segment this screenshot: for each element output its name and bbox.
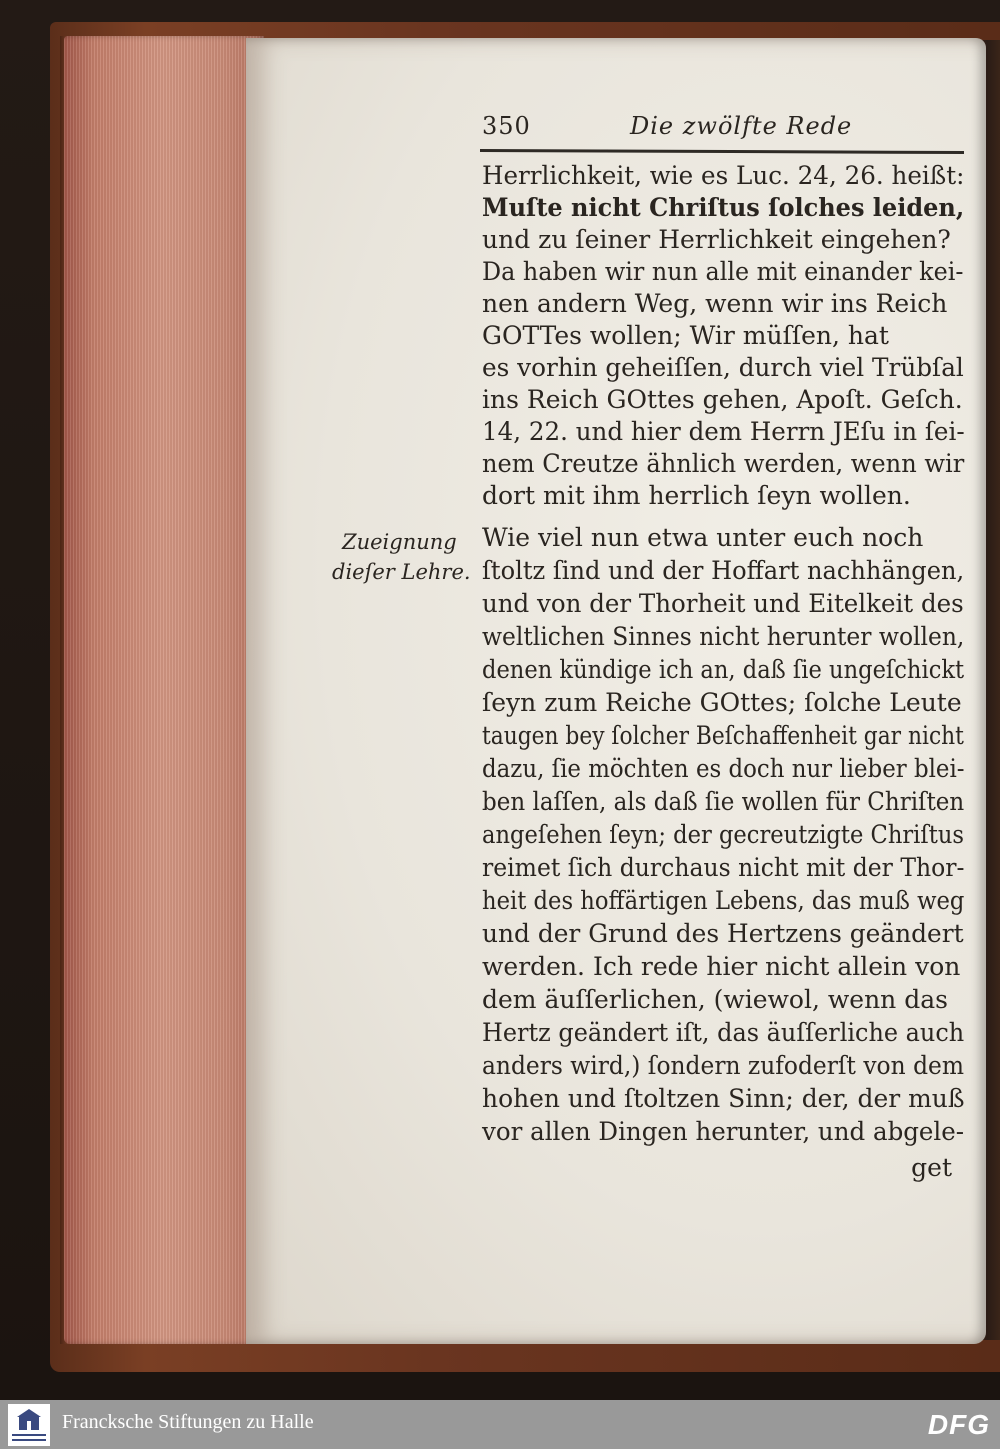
- marginal-note: Zueignung: [342, 530, 457, 554]
- text-line: anders wird,) ſondern zufoderſt von dem: [482, 1051, 964, 1080]
- text-line: und der Grund des Hertzens geändert: [482, 919, 964, 948]
- text-line: dort mit ihm herrlich ſeyn wollen.: [482, 481, 911, 510]
- viewer-footer: [0, 1400, 1000, 1449]
- text-line: nen andern Weg, wenn wir ins Reich: [482, 289, 948, 318]
- institution-name[interactable]: Francksche Stiftungen zu Halle: [62, 1411, 314, 1433]
- catchword: get: [911, 1153, 952, 1182]
- text-line: denen kündige ich an, daß ſie ungeſchickt: [482, 655, 965, 684]
- text-line: GOTTes wollen; Wir müſſen, hat: [482, 321, 889, 350]
- text-line: Wie viel nun etwa unter euch noch: [482, 523, 924, 552]
- text-line: dem äuſſerlichen, (wiewol, wenn das: [482, 985, 948, 1014]
- running-head: Die zwölfte Rede: [630, 112, 853, 140]
- text-line: heit des hoffärtigen Lebens, das muß weg: [482, 886, 965, 915]
- text-line: reimet ſich durchaus nicht mit der Thor-: [482, 853, 965, 882]
- text-line: nem Creutze ähnlich werden, wenn wir: [482, 449, 965, 478]
- text-line: und zu ſeiner Herrlichkeit eingehen?: [482, 225, 951, 254]
- text-line: ben laſſen, als daß ſie wollen für Chriſten: [482, 787, 965, 816]
- text-line: werden. Ich rede hier nicht allein von: [482, 952, 961, 981]
- page-header: [480, 112, 964, 152]
- marginal-note: dieſer Lehre.: [332, 560, 471, 584]
- text-line: Muſte nicht Chriſtus ſolches leiden,: [482, 193, 965, 222]
- text-line: es vorhin geheiſſen, durch viel Trübſal: [482, 353, 964, 382]
- text-line: Herrlichkeit, wie es Luc. 24, 26. heißt:: [482, 161, 965, 190]
- text-line: ins Reich GOttes gehen, Apoſt. Geſch.: [482, 385, 963, 414]
- page-edges: [64, 36, 264, 1344]
- text-line: angeſehen ſeyn; der gecreutzigte Chriſtus: [482, 820, 965, 849]
- text-line: dazu, ſie möchten es doch nur lieber blei-: [482, 754, 965, 783]
- text-line: 14, 22. und hier dem Herrn JEſu in ſei-: [482, 417, 965, 446]
- text-line: vor allen Dingen herunter, und abgele-: [482, 1117, 965, 1146]
- text-line: Hertz geändert iſt, das äuſſerliche auch: [482, 1018, 965, 1047]
- text-line: weltlichen Sinnes nicht herunter wollen,: [482, 622, 965, 651]
- page-number: 350: [482, 112, 531, 140]
- institution-logo[interactable]: [8, 1404, 50, 1446]
- text-line: Da haben wir nun alle mit einander kei-: [482, 257, 964, 286]
- text-line: hohen und ſtoltzen Sinn; der, der muß: [482, 1084, 965, 1113]
- text-line: taugen bey ſolcher Beſchaffenheit gar nicht: [482, 721, 964, 750]
- text-line: und von der Thorheit und Eitelkeit des: [482, 589, 964, 618]
- text-line: ſeyn zum Reiche GOttes; ſolche Leute: [482, 688, 962, 717]
- text-line: ſtoltz ſind und der Hoffart nachhängen,: [482, 556, 965, 585]
- dfg-logo[interactable]: DFG: [927, 1409, 990, 1440]
- building-icon: [8, 1404, 50, 1446]
